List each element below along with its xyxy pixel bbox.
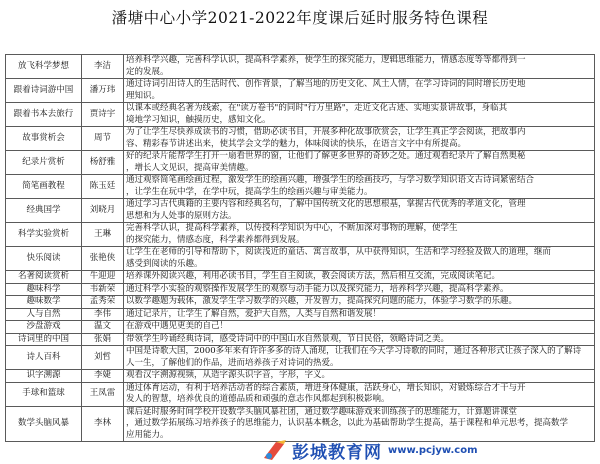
course-name-cell: 沙盘游戏 bbox=[6, 321, 82, 334]
course-description-cell: 观看汉字溯源视频，从造字源头识字音，字形，字义。 bbox=[124, 370, 595, 383]
course-description-cell: 通过科学小实验的观察操作发展学生的观察与动手能力以及探究能力，培养科学兴趣，提高科学素养。 bbox=[124, 283, 595, 296]
table-row bbox=[6, 370, 595, 383]
table-row bbox=[6, 382, 595, 406]
teacher-cell: 陈玉廷 bbox=[82, 175, 124, 199]
table-row bbox=[6, 199, 595, 223]
teacher-cell: 李林 bbox=[82, 406, 124, 442]
course-name-cell: 简笔画教程 bbox=[6, 175, 82, 199]
teacher-cell: 孟秀荣 bbox=[82, 296, 124, 309]
course-name-cell: 快乐阅读 bbox=[6, 247, 82, 271]
course-name-cell: 诗人百科 bbox=[6, 346, 82, 370]
watermark-url: www.pcjyw.com bbox=[388, 444, 478, 456]
course-name-cell: 趣味数学 bbox=[6, 296, 82, 309]
teacher-cell: 王琳 bbox=[82, 223, 124, 247]
table-row bbox=[6, 333, 595, 346]
course-name-cell: 跟着诗词游中国 bbox=[6, 79, 82, 103]
course-description-cell: 好的纪录片能帮学生打开一扇看世界的窗，让他们了解更多世界的奇妙之处。通过观看纪录片了解自然奥秘 ，增长人文见识，提高审美情趣。 bbox=[124, 151, 595, 175]
teacher-cell: 张娟 bbox=[82, 333, 124, 346]
table-row bbox=[6, 296, 595, 309]
course-description-cell: 让学生在老师的引导和帮助下，阅读浅近的童话、寓言故事，从中获得知识，生活和学习经验及做人的道理，继而 感受到阅读的乐趣。 bbox=[124, 247, 595, 271]
table-row bbox=[6, 321, 595, 334]
course-description-cell: 通过观察简笔画绘画过程，激发学生的绘画兴趣，增强学生的绘画技巧，与学习数学知识语文古诗词紧密结合 ，让学生在玩中学，在学中玩，提高学生的绘画兴趣与审美能力。 bbox=[124, 175, 595, 199]
table-row bbox=[6, 103, 595, 127]
teacher-cell: 刘哲 bbox=[82, 346, 124, 370]
teacher-cell: 贾诗宇 bbox=[82, 103, 124, 127]
course-description-cell: 带领学生吟诵经典诗词，感受诗词中的中国山水自然景观，节日民俗，领略诗词之美。 bbox=[124, 333, 595, 346]
pen-logo-icon bbox=[262, 438, 288, 462]
course-name-cell: 放飞科学梦想 bbox=[6, 55, 82, 79]
course-name-cell: 数学头脑风暴 bbox=[6, 406, 82, 442]
document-title: 潘塘中心小学2021-2022年度课后延时服务特色课程 bbox=[111, 9, 489, 27]
table-row bbox=[6, 79, 595, 103]
teacher-cell: 李伟 bbox=[82, 308, 124, 321]
course-description-cell: 培养课外阅读兴趣，利用必读书目，学生自主阅读，教会阅读方法，然后相互交流，完成阅读笔记。 bbox=[124, 271, 595, 284]
course-description-cell: 中国是诗歌大国，2000多年来有许许多多的诗人涌现，让我们在今天学习诗歌的同时，通过各种形式让孩子深入的了解诗 人一生，了解他们的作品，进而培养孩子对诗词的热爱。 bbox=[124, 346, 595, 370]
teacher-cell: 温文 bbox=[82, 321, 124, 334]
table-row bbox=[6, 55, 595, 79]
course-description-cell: 为了让学生尽快养成读书的习惯，借助必读书目，开展多种化故事欣赏会，让学生真正学会阅读，把故事内 容、精彩春节讲述出来，使其学会文学的魅力，体味阅读的快乐，在语言文字中有所提高。 bbox=[124, 127, 595, 151]
teacher-cell: 张艳侠 bbox=[82, 247, 124, 271]
course-name-cell: 诗词里的中国 bbox=[6, 333, 82, 346]
table-row bbox=[6, 151, 595, 175]
course-name-cell: 手球和篮球 bbox=[6, 382, 82, 406]
course-name-cell: 趣味科学 bbox=[6, 283, 82, 296]
course-description-cell: 培养科学兴趣，完善科学认识，提高科学素养，使学生的探究能力，逻辑思维能力，情感态度等等都得到一 定的发展。 bbox=[124, 55, 595, 79]
course-name-cell: 故事赏析会 bbox=[6, 127, 82, 151]
teacher-cell: 王凤雷 bbox=[82, 382, 124, 406]
course-description-cell: 通过诗词引出诗人的生活时代、创作背景，了解当地的历史文化、风土人情，在学习诗词的同时增长历史地 理知识。 bbox=[124, 79, 595, 103]
table-row bbox=[6, 247, 595, 271]
teacher-cell: 周节 bbox=[82, 127, 124, 151]
table-row bbox=[6, 271, 595, 284]
course-description-cell: 通过学习古代典籍的主要内容和经典名句，了解中国传统文化的思想根基，掌握古代优秀的孝道文化，管理 思想和为人处事的原则方法。 bbox=[124, 199, 595, 223]
course-description-cell: 通过体育运动，有利于培养活动者的综合素质，增进身体健康，活跃身心，增长知识，对锻炼综合才干与开 发人的智慧，培养优良的道德品质和顽强的意志作风都起到积极影响。 bbox=[124, 382, 595, 406]
table-row bbox=[6, 283, 595, 296]
teacher-cell: 潘万玮 bbox=[82, 79, 124, 103]
teacher-cell: 李婕 bbox=[82, 370, 124, 383]
course-name-cell: 经典国学 bbox=[6, 199, 82, 223]
teacher-cell: 韦新荣 bbox=[82, 283, 124, 296]
table-row bbox=[6, 175, 595, 199]
teacher-cell: 杨舒雅 bbox=[82, 151, 124, 175]
watermark-brand: 彭城教育网 bbox=[292, 442, 382, 463]
course-description-cell: 课后延时服务时间学校开设数学头脑风暴社团，通过数学趣味游戏来训练孩子的思维能力，计算题讲课堂 ，通过数学拓展练习培养孩子的思维能力，认识基本概念，以此为基础帮助学生提高，基于课程和单元思考，提高数学 应用能力。 bbox=[124, 406, 595, 442]
teacher-cell: 李洁 bbox=[82, 55, 124, 79]
course-description-cell: 完善科学认识，提高科学素养，以传授科学知识为中心，不断加深对事物的理解，使学生 的探究能力，情感态度，科学素养都得到发展。 bbox=[124, 223, 595, 247]
course-description-cell: 在游戏中遇见更美的自己！ bbox=[124, 321, 595, 334]
watermark bbox=[262, 436, 600, 464]
table-row bbox=[6, 346, 595, 370]
table-row bbox=[6, 223, 595, 247]
course-description-cell: 通过记录片，让学生了解自然，爱护大自然，人类与自然和谐发展！ bbox=[124, 308, 595, 321]
course-name-cell: 识字溯源 bbox=[6, 370, 82, 383]
course-description-cell: 以课本或经典名著为线索，在"读万卷书"的同时"行万里路"，走近文化古迹、实地实景讲故事，身临其 境地学习知识，触摸历史，感知文化。 bbox=[124, 103, 595, 127]
course-table-body bbox=[6, 55, 595, 442]
course-name-cell: 纪录片赏析 bbox=[6, 151, 82, 175]
table-row bbox=[6, 308, 595, 321]
course-name-cell: 名著阅读赏析 bbox=[6, 271, 82, 284]
course-table bbox=[5, 54, 595, 442]
course-description-cell: 以数学趣题为载体，激发学生学习数学的兴趣，开发智力，提高探究问题的能力，体验学习数学的乐趣。 bbox=[124, 296, 595, 309]
course-name-cell: 人与自然 bbox=[6, 308, 82, 321]
table-row bbox=[6, 127, 595, 151]
course-name-cell: 跟着书本去旅行 bbox=[6, 103, 82, 127]
teacher-cell: 牛迎迎 bbox=[82, 271, 124, 284]
teacher-cell: 刘晓月 bbox=[82, 199, 124, 223]
course-name-cell: 科学实验赏析 bbox=[6, 223, 82, 247]
